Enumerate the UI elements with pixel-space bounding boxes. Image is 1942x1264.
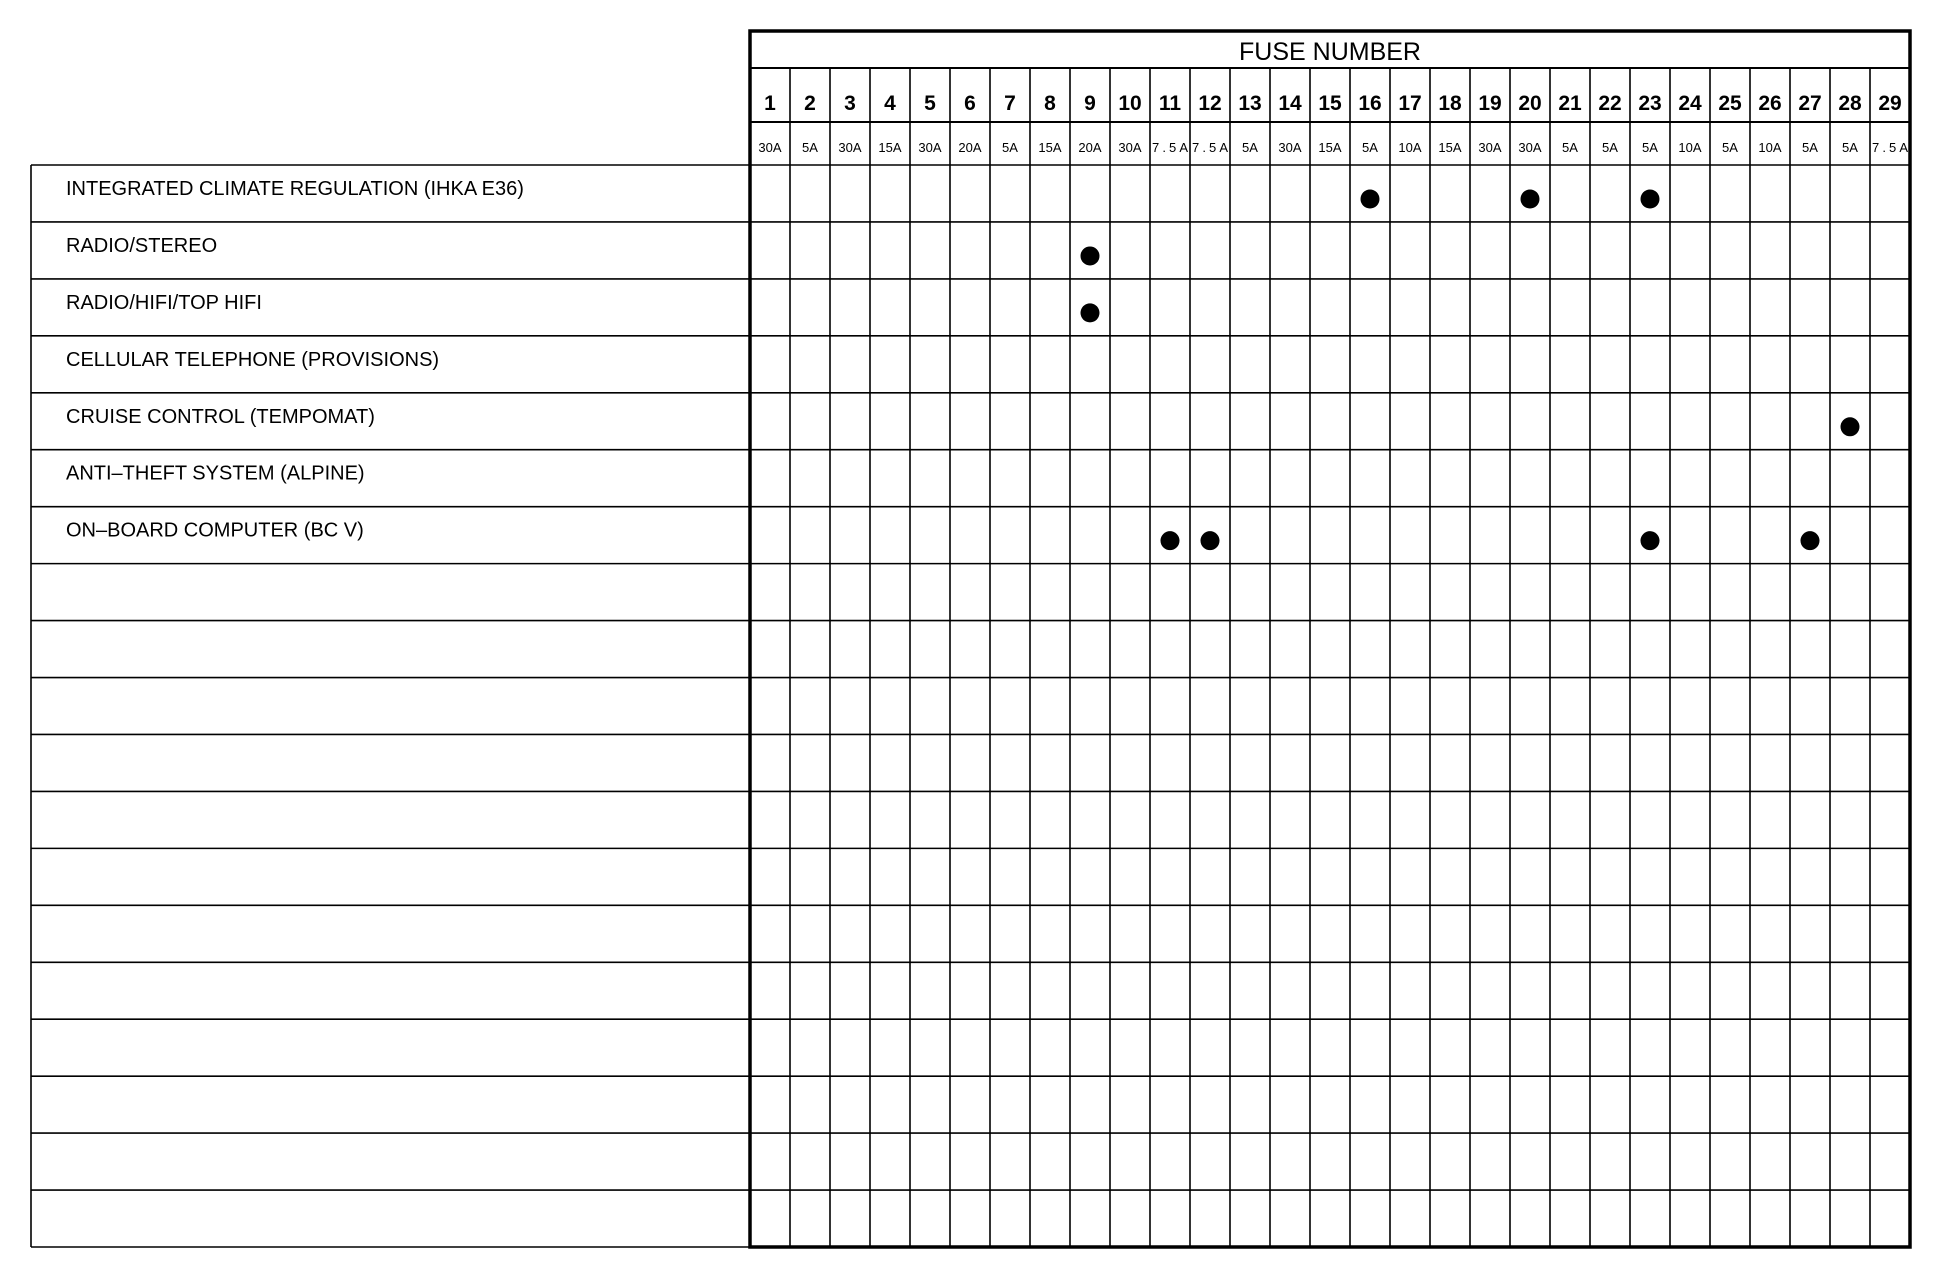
fuse-rating: 5A	[1642, 140, 1658, 155]
fuse-rating: 20A	[958, 140, 982, 155]
fuse-number: 26	[1758, 92, 1782, 115]
fuse-rating: 5A	[1842, 140, 1858, 155]
fuse-number: 13	[1238, 92, 1262, 115]
fuse-rating: 5A	[1802, 140, 1818, 155]
fuse-number: 27	[1798, 92, 1822, 115]
fuse-rating: 7.5A	[1192, 140, 1228, 155]
fuse-number: 9	[1084, 92, 1096, 115]
fuse-number: 5	[924, 92, 936, 115]
fuse-marker-dot	[1161, 531, 1180, 550]
fuse-number: 1	[764, 92, 776, 115]
fuse-number: 25	[1718, 92, 1742, 115]
fuse-marker-dot	[1521, 190, 1540, 209]
fuse-rating: 30A	[838, 140, 862, 155]
fuse-rating: 5A	[802, 140, 818, 155]
fuse-header	[758, 92, 1908, 155]
fuse-number: 12	[1198, 92, 1222, 115]
fuse-number: 29	[1878, 92, 1902, 115]
fuse-marker-dot	[1361, 190, 1380, 209]
fuse-marker-dot	[1841, 417, 1860, 436]
system-label: CELLULAR TELEPHONE (PROVISIONS)	[66, 348, 440, 371]
fuse-rating: 10A	[1678, 140, 1702, 155]
fuse-number: 16	[1358, 92, 1382, 115]
fuse-number: 14	[1278, 92, 1302, 115]
system-label: CRUISE CONTROL (TEMPOMAT)	[66, 405, 375, 428]
fuse-rating: 7.5A	[1152, 140, 1188, 155]
fuse-marker-dot	[1201, 531, 1220, 550]
fuse-rating: 5A	[1002, 140, 1018, 155]
fuse-rating: 5A	[1362, 140, 1378, 155]
fuse-rating: 10A	[1758, 140, 1782, 155]
fuse-marker-dot	[1081, 246, 1100, 265]
fuse-rating: 7.5A	[1872, 140, 1908, 155]
fuse-rating: 30A	[918, 140, 942, 155]
fuse-number: 21	[1558, 92, 1582, 115]
fuse-number: 18	[1438, 92, 1462, 115]
fuse-rating: 15A	[1318, 140, 1342, 155]
system-label: ON–BOARD COMPUTER (BC V)	[66, 519, 364, 542]
fuse-number: 19	[1478, 92, 1502, 115]
fuse-number: 24	[1678, 92, 1702, 115]
fuse-number: 7	[1004, 92, 1016, 115]
fuse-rating: 30A	[1478, 140, 1502, 155]
system-label: INTEGRATED CLIMATE REGULATION (IHKA E36)	[66, 178, 524, 200]
system-labels	[66, 178, 524, 542]
fuse-number: 8	[1044, 92, 1056, 115]
fuse-number: 11	[1158, 92, 1182, 115]
fuse-marker-dot	[1641, 531, 1660, 550]
grid-frame	[750, 31, 1910, 1247]
fuse-rating: 30A	[1118, 140, 1142, 155]
fuse-number: 4	[884, 92, 896, 115]
fuse-rating: 5A	[1602, 140, 1618, 155]
fuse-rating: 5A	[1242, 140, 1258, 155]
fuse-number: 2	[804, 92, 816, 115]
fuse-rating: 10A	[1398, 140, 1422, 155]
fuse-number-title: FUSE NUMBER	[1239, 38, 1421, 66]
fuse-number: 6	[964, 92, 976, 115]
system-label: RADIO/HIFI/TOP HIFI	[66, 291, 262, 314]
fuse-rating: 15A	[1038, 140, 1062, 155]
fuse-rating: 30A	[758, 140, 782, 155]
fuse-number: 15	[1318, 92, 1342, 115]
fuse-rating: 5A	[1722, 140, 1738, 155]
fuse-number: 22	[1598, 92, 1622, 115]
system-label: RADIO/STEREO	[66, 234, 218, 257]
system-label: ANTI–THEFT SYSTEM (ALPINE)	[66, 462, 365, 485]
fuse-rating: 20A	[1078, 140, 1102, 155]
fuse-rating: 30A	[1278, 140, 1302, 155]
fuse-rating: 15A	[1438, 140, 1462, 155]
fuse-number: 10	[1118, 92, 1142, 115]
fuse-marker-dot	[1801, 531, 1820, 550]
fuse-number: 28	[1838, 92, 1862, 115]
fuse-rating: 15A	[878, 140, 902, 155]
fuse-number: 17	[1398, 92, 1422, 115]
fuse-number: 3	[844, 92, 856, 115]
fuse-number: 20	[1518, 92, 1542, 115]
fuse-number: 23	[1638, 92, 1662, 115]
fuse-rating: 30A	[1518, 140, 1542, 155]
fuse-rating: 5A	[1562, 140, 1578, 155]
grid-lines	[31, 31, 1910, 1247]
fuse-marker-dot	[1641, 190, 1660, 209]
fuse-marker-dot	[1081, 303, 1100, 322]
